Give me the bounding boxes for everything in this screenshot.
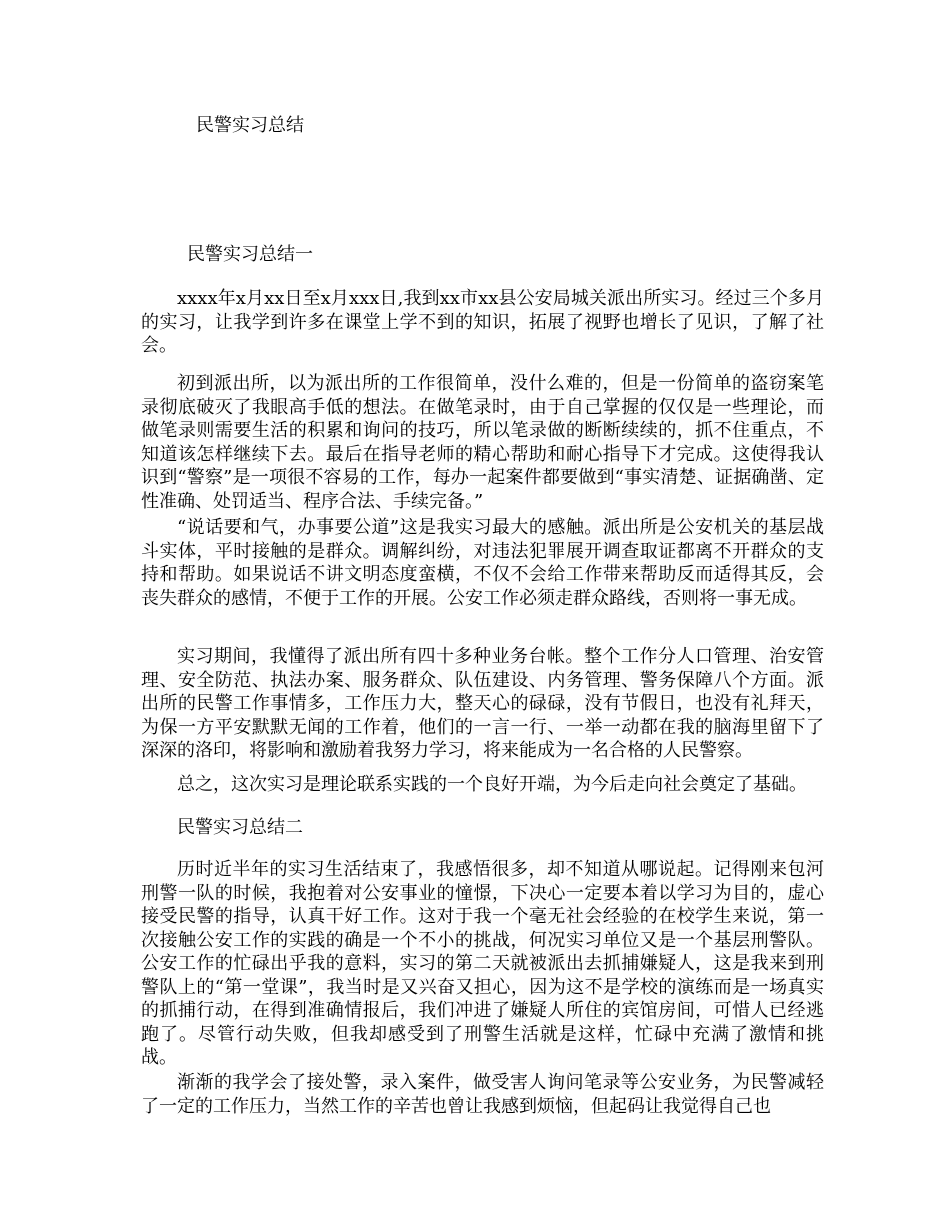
paragraph-1: xxxx年x月xx日至x月xxx日,我到xx市xx县公安局城关派出所实习。经过三个多月的实习，让我学到许多在课堂上学不到的知识，拓展了视野也增长了见识，了解了社会。	[141, 288, 824, 356]
paragraph-2: 初到派出所，以为派出所的工作很简单，没什么难的，但是一份简单的盗窃案笔录彻底破灭了我眼高手低的想法。在做笔录时，由于自己掌握的仅仅是一些理论，而做笔录则需要生活的积累和询问的技巧，所以笔录做的断断续续的，抓不住重点，不知道该怎样继续下去。最后在指导老师的精心帮助和耐心指导下才完成。这使得我认识到“警察”是一项很不容易的工作，每办一起案件都要做到“事实清楚、证据确凿、定性准确、处罚适当、程序合法、手续完备。”	[141, 373, 824, 512]
paragraph-5: 总之，这次实习是理论联系实践的一个良好开端，为今后走向社会奠定了基础。	[177, 774, 807, 795]
paragraph-7: 渐渐的我学会了接处警，录入案件，做受害人询问笔录等公安业务，为民警减轻了一定的工作压力，当然工作的辛苦也曾让我感到烦恼，但起码让我觉得自己也	[141, 1072, 824, 1117]
document-title: 民警实习总结	[196, 115, 304, 136]
paragraph-3: “说话要和气，办事要公道”这是我实习最大的感触。派出所是公安机关的基层战斗实体，平时接触的是群众。调解纠纷，对违法犯罪展开调查取证都离不开群众的支持和帮助。如果说话不讲文明态度蛮横，不仅不会给工作带来帮助反而适得其反，会丧失群众的感情，不便于工作的开展。公安工作必须走群众路线，否则将一事无成。	[141, 517, 824, 609]
section-heading-1: 民警实习总结一	[187, 244, 313, 265]
section-heading-2: 民警实习总结二	[177, 817, 303, 838]
paragraph-4: 实习期间，我懂得了派出所有四十多种业务台帐。整个工作分人口管理、治安管理、安全防范、执法办案、服务群众、队伍建设、内务管理、警务保障八个方面。派出所的民警工作事情多，工作压力大，整天心的碌碌，没有节假日，也没有礼拜天，为保一方平安默默无闻的工作着，他们的一言一行、一举一动都在我的脑海里留下了深深的洛印，将影响和激励着我努力学习，将来能成为一名合格的人民警察。	[141, 646, 824, 761]
paragraph-6: 历时近半年的实习生活结束了，我感悟很多，却不知道从哪说起。记得刚来包河刑警一队的时候，我抱着对公安事业的憧憬，下决心一定要本着以学习为目的，虚心接受民警的指导，认真干好工作。这对于我一个毫无社会经验的在校学生来说，第一次接触公安工作的实践的确是一个不小的挑战，何况实习单位又是一个基层刑警队。公安工作的忙碌出乎我的意料，实习的第二天就被派出去抓捕嫌疑人，这是我来到刑警队上的“第一堂课”，我当时是又兴奋又担心，因为这不是学校的演练而是一场真实的抓捕行动，在得到准确情报后，我们冲进了嫌疑人所住的宾馆房间，可惜人已经逃跑了。尽管行动失败，但我却感受到了刑警生活就是这样，忙碌中充满了激情和挑战。	[141, 859, 824, 1068]
